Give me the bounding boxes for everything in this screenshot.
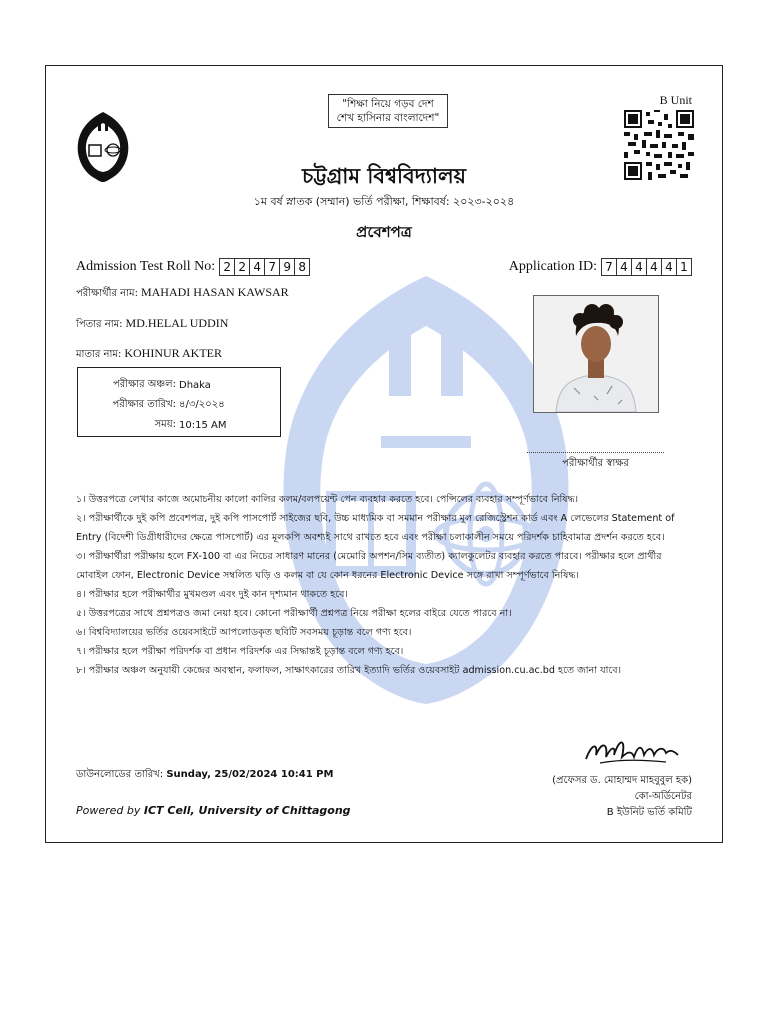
roll-label: Admission Test Roll No: — [76, 259, 216, 274]
exam-date-label: পরীক্ষার তারিখ: — [112, 398, 176, 410]
coordinator-block — [552, 773, 692, 821]
download-date-label: ডাউনলোডের তারিখ: — [76, 769, 164, 780]
powered-by — [76, 804, 351, 817]
coordinator-role: কো-অর্ডিনেটর — [634, 791, 692, 802]
download-date-line — [76, 767, 333, 784]
application-digit: 1 — [680, 260, 688, 274]
father-name-line — [76, 316, 228, 334]
application-digit: 4 — [617, 259, 632, 275]
application-digit: 4 — [647, 259, 662, 275]
roll-digits — [219, 258, 310, 276]
slogan-box: "শিক্ষা নিয়ে গড়ব দেশ শেখ হাসিনার বাংলাদেশ" — [328, 94, 448, 128]
admit-card — [45, 65, 723, 843]
exam-time-label: সময়: — [154, 418, 176, 430]
instruction-item: ১। উত্তরপত্রে লেখার কাজে অমোচনীয় কালো কালির কলম/বলপয়েন্ট পেন ব্যবহার করতে হবে। পেন্সিলের ব্যবহার সম্পূর্ণভাবে নিষিদ্ধ। — [76, 494, 579, 505]
download-date: Sunday, 25/02/2024 10:41 PM — [166, 769, 334, 780]
mother-name-line — [76, 346, 222, 364]
instruction-item: ৫। উত্তরপত্রের সাথে প্রশ্নপত্রও জমা নেয়া হবে। কোনো পরীক্ষার্থী প্রশ্নপত্র নিয়ে পরীক্ষা হলের বাইরে যেতে পারবে না। — [76, 608, 512, 619]
person-photo-icon — [534, 296, 658, 412]
candidate-name: MAHADI HASAN KAWSAR — [140, 285, 289, 299]
application-digit: 7 — [602, 259, 617, 275]
candidate-signature-line — [527, 452, 664, 453]
instruction-item: ৮। পরীক্ষার অঞ্চল অনুযায়ী কেন্দ্রের অবস্থান, ফলাফল, সাক্ষাৎকারের তারিখ ইত্যাদি ভর্তির ওয়েবসাইট admission.cu.ac.bd হতে জানা যাবে। — [76, 665, 622, 676]
roll-digit: 9 — [280, 259, 295, 275]
mother-name: KOHINUR AKTER — [124, 346, 222, 360]
candidate-photo — [533, 295, 659, 413]
exam-date: ৪/৩/২০২৪ — [179, 398, 225, 410]
father-name: MD.HELAL UDDIN — [125, 316, 229, 330]
father-name-label: পিতার নাম: — [76, 319, 123, 330]
exam-date-row — [78, 395, 280, 415]
exam-subtitle: ১ম বর্ষ স্নাতক (সম্মান) ভর্তি পরীক্ষা, শিক্ষাবর্ষ: ২০২৩-২০২৪ — [253, 195, 515, 208]
coordinator-name: (প্রফেসর ড. মোহাম্মদ মাহবুবুল হক) — [552, 775, 692, 786]
candidate-signature-label: পরীক্ষার্থীর স্বাক্ষর — [562, 458, 629, 469]
exam-details-box — [77, 367, 281, 437]
exam-time: 10:15 AM — [179, 419, 227, 431]
instruction-item: ৩। পরীক্ষার্থীরা পরীক্ষায় হলে FX-100 বা এর নিচের সাধারণ মানের (মেমোরি অপশন/সিম ব্যতীত) ক্যালকুলেটর ব্যবহার করতে পারবে। পরীক্ষার হলে প্রার্থীর মোবাইল ফোন, Electronic Device সম্বলিত ঘড়ি ও কলম বা যে কোন ধরনের Electronic Device সঙ্গে রাখা সম্পূর্ণভাবে নিষিদ্ধ। — [76, 551, 662, 581]
application-digits — [601, 258, 692, 276]
roll-digit: 8 — [298, 260, 306, 274]
roll-digit: 2 — [235, 259, 250, 275]
exam-region: Dhaka — [179, 379, 211, 391]
roll-digit: 4 — [250, 259, 265, 275]
roll-number-row — [76, 258, 310, 276]
unit-label: B Unit — [659, 93, 692, 107]
candidate-name-line — [76, 285, 289, 303]
instruction-item: ৬। বিশ্ববিদ্যালয়ের ভর্তির ওয়েবসাইটে আপলোডকৃত ছবিটি সবসময় চূড়ান্ত বলে গণ্য হবে। — [76, 627, 412, 638]
candidate-name-label: পরীক্ষার্থীর নাম: — [76, 288, 138, 299]
admit-card-title: প্রবেশপত্র — [356, 223, 412, 241]
instructions-list — [76, 490, 696, 680]
instruction-item: ২। পরীক্ষার্থীকে দুই কপি প্রবেশপত্র, দুই কপি পাসপোর্ট সাইজের ছবি, উচ্চ মাধ্যমিক বা সমমান পরীক্ষার মূল রেজিস্ট্রেশন কার্ড এবং A লেভেলের Statement of Entry (বিদেশী ডিগ্রীধারীদের ক্ষেত্রে পাসপোর্ট) এর মূলকপি অবশ্যই সাথে রাখতে হবে এবং পরীক্ষা চলাকালীন সময়ে পরিদর্শক চাহিবামাত্র প্রদর্শন করতে হবে। — [76, 513, 675, 543]
mother-name-label: মাতার নাম: — [76, 349, 122, 360]
roll-digit: 2 — [220, 259, 235, 275]
roll-digit: 7 — [265, 259, 280, 275]
powered-by-org: ICT Cell, University of Chittagong — [143, 804, 351, 817]
instruction-item: ৭। পরীক্ষার হলে পরীক্ষা পরিদর্শক বা প্রধান পরিদর্শক এর সিদ্ধান্তই চূড়ান্ত বলে গণ্য হবে। — [76, 646, 404, 657]
instruction-item: ৪। পরীক্ষার হলে পরীক্ষার্থীর মুখমণ্ডল এবং দুই কান দৃশ্যমান থাকতে হবে। — [76, 589, 348, 600]
coordinator-signature — [582, 733, 682, 767]
university-title: চট্টগ্রাম বিশ্ববিদ্যালয় — [302, 164, 466, 188]
exam-region-label: পরীক্ষার অঞ্চল: — [112, 378, 176, 390]
exam-region-row — [78, 375, 280, 395]
exam-time-row — [78, 415, 280, 435]
application-digit: 4 — [662, 259, 677, 275]
application-id-row — [509, 258, 692, 276]
powered-by-prefix: Powered by — [76, 804, 141, 817]
application-digit: 4 — [632, 259, 647, 275]
application-label: Application ID: — [508, 259, 597, 274]
committee-name: B ইউনিট ভর্তি কমিটি — [606, 807, 692, 818]
